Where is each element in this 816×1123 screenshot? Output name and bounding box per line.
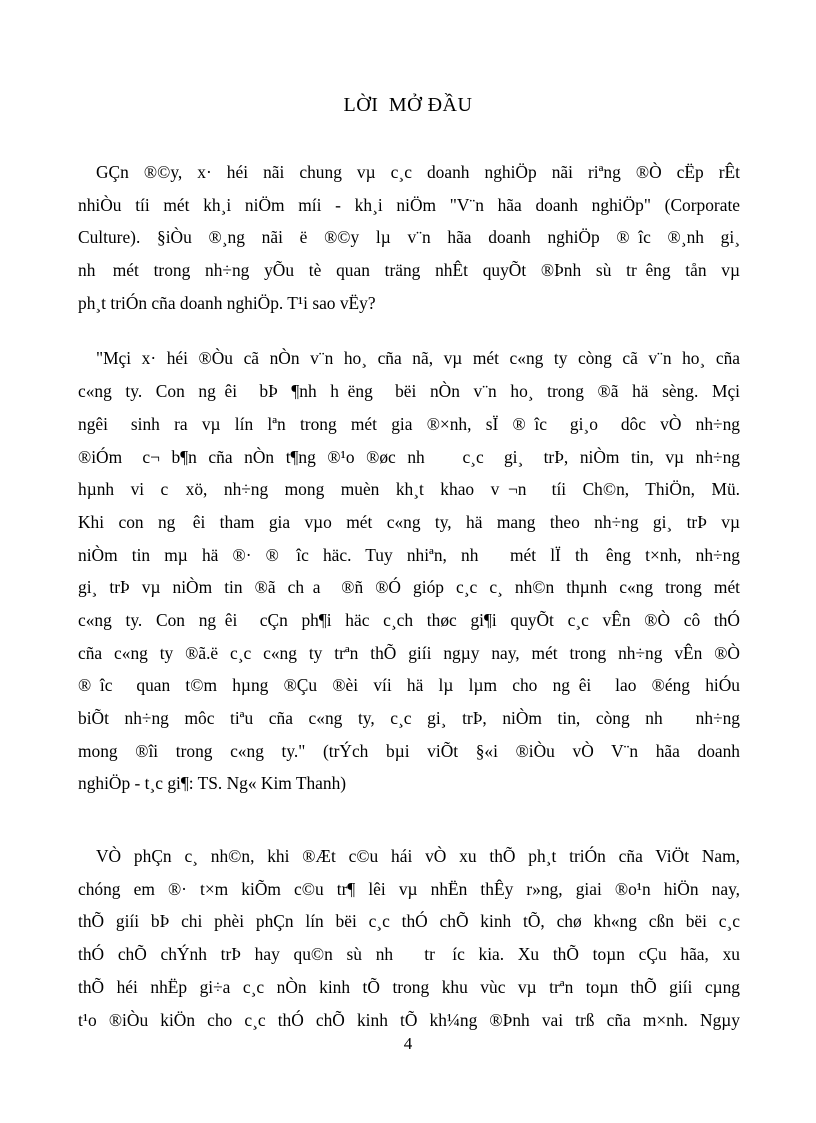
paragraph	[78, 156, 740, 319]
text-line: nhiÒu tíi mét kh¸i niÖm míi - kh¸i niÖm "V¨n hãa doanh nghiÖp" (Corporate	[78, 194, 740, 215]
text-line: nh mét trong nh÷ng yÕu tè quan träng nhÊt quyÕt ®Þnh sù tr êng tån vµ	[78, 260, 740, 281]
text-line: GÇn ®©y, x· héi nãi chung vµ c¸c doanh nghiÖp nãi riªng ®Ò cËp rÊt	[96, 162, 740, 182]
document-body	[78, 156, 740, 1036]
text-line: "Mçi x· héi ®Òu cã nÒn v¨n ho¸ cña nã, vµ mét c«ng ty còng cã v¨n ho¸ cña	[96, 348, 740, 369]
text-line: ® îc quan t©m hµng ®Çu ®èi víi hä lµ lµm cho ng êi lao ®éng hiÓu	[78, 675, 740, 696]
text-line: mong ®îi trong c«ng ty." (trÝch bµi viÕt §«i ®iÒu vÒ V¨n hãa doanh	[78, 740, 740, 761]
text-line: cña c«ng ty ®ã.ë c¸c c«ng ty trªn thÕ giíi ngµy nay, mét trong nh÷ng vÊn ®Ò	[78, 642, 740, 663]
text-line: ph¸t triÓn cña doanh nghiÖp. T¹i sao vËy?	[78, 292, 376, 313]
text-line: thÕ héi nhËp gi÷a c¸c nÒn kinh tÕ trong khu vùc vµ trªn toµn thÕ giíi cµng	[78, 976, 740, 997]
text-line: biÕt nh÷ng môc tiªu cña c«ng ty, c¸c gi¸ trÞ, niÒm tin, còng nh nh÷ng	[78, 708, 740, 728]
paragraph	[78, 840, 740, 1036]
text-line: thÕ giíi bÞ chi phèi phÇn lín bëi c¸c thÓ chÕ kinh tÕ, chø kh«ng cßn bëi c¸c	[78, 911, 740, 932]
text-line: c«ng ty. Con ng êi cÇn ph¶i häc c¸ch thøc gi¶i quyÕt c¸c vÊn ®Ò cô thÓ	[78, 609, 740, 630]
text-line: t¹o ®iÒu kiÖn cho c¸c thÓ chÕ kinh tÕ kh¼ng ®Þnh vai trß cña m×nh. Ngµy	[78, 1009, 740, 1030]
paragraph	[78, 342, 740, 800]
text-line: VÒ phÇn c¸ nh©n, khi ®Æt c©u hái vÒ xu thÕ ph¸t triÓn cña ViÖt Nam,	[96, 846, 740, 867]
text-line: ngêi sinh ra vµ lín lªn trong mét gia ®×nh, sÏ ® îc gi¸o dôc vÒ nh÷ng	[78, 413, 740, 434]
text-line: Khi con ng êi tham gia vµo mét c«ng ty, hä mang theo nh÷ng gi¸ trÞ vµ	[78, 511, 740, 532]
text-line: ®iÓm c¬ b¶n cña nÒn t¶ng ®¹o ®øc nh c¸c gi¸ trÞ, niÒm tin, vµ nh÷ng	[78, 446, 740, 467]
text-line: c«ng ty. Con ng êi bÞ ¶nh h ëng bëi nÒn v¨n ho¸ trong ®ã hä sèng. Mçi	[78, 381, 740, 402]
text-line: nghiÖp - t¸c gi¶: TS. Ng« Kim Thanh)	[78, 773, 347, 794]
text-line: thÓ chÕ chÝnh trÞ hay qu©n sù nh tr íc kia. Xu thÕ toµn cÇu hãa, xu	[78, 944, 740, 965]
page-number: 4	[403, 1034, 413, 1053]
text-line: Culture). §iÒu ®¸ng nãi ë ®©y lµ v¨n hãa doanh nghiÖp ® îc ®¸nh gi¸	[78, 227, 740, 248]
text-line: chóng em ®· t×m kiÕm c©u tr¶ lêi vµ nhËn thÊy r»ng, giai ®o¹n hiÖn nay,	[78, 878, 740, 899]
text-line: niÒm tin mµ hä ®· ® îc häc. Tuy nhiªn, nh mét lÏ th êng t×nh, nh÷ng	[78, 544, 740, 565]
text-line: hµnh vi c xö, nh÷ng mong muèn kh¸t khao v ¬n tíi Ch©n, ThiÖn, Mü.	[78, 479, 740, 500]
text-line: gi¸ trÞ vµ niÒm tin ®ã ch a ®ñ ®Ó gióp c¸c c¸ nh©n thµnh c«ng trong mét	[78, 577, 740, 598]
page-title: LỜI MỞ ĐẦU	[343, 94, 473, 116]
